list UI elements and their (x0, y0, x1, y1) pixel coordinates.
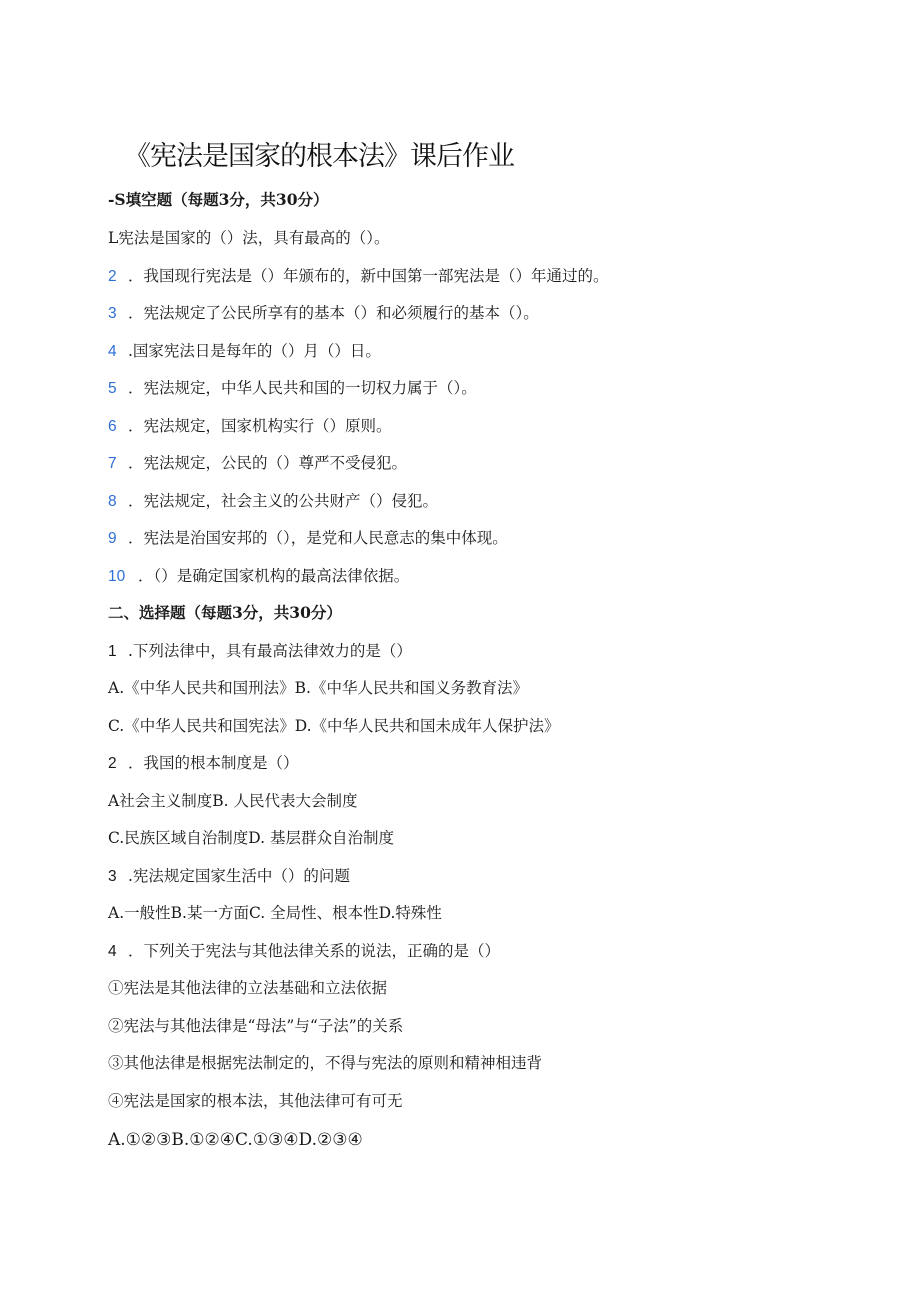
statement-2: ②宪法与其他法律是“母法”与“子法”的关系 (108, 1017, 404, 1035)
question-fill-6 (108, 416, 392, 437)
question-choice-1 (108, 641, 412, 662)
question-number: 5 (108, 380, 117, 397)
question-fill-10 (108, 566, 409, 587)
question-fill-7 (108, 453, 407, 474)
question-text: ．下列关于宪法与其他法律关系的说法，正确的是（） (128, 942, 501, 960)
choice-options: A.①②③B.①②④C.①③④D.②③④ (108, 1130, 363, 1150)
question-fill-8 (108, 491, 438, 512)
question-text: ．（）是确定国家机构的最高法律依据。 (138, 567, 410, 585)
document-title: 《宪法是国家的根本法》课后作业 (124, 141, 514, 172)
question-text: ．宪法规定，中华人民共和国的一切权力属于（）。 (128, 379, 477, 397)
question-number: 3 (108, 305, 117, 322)
question-number: 4 (108, 343, 117, 360)
question-text: ．宪法规定，社会主义的公共财产（）侵犯。 (128, 492, 439, 510)
question-choice-4 (108, 941, 500, 962)
question-number: 2 (108, 755, 117, 772)
question-text: ．宪法是治国安邦的（），是党和人民意志的集中体现。 (128, 529, 508, 547)
choice-options: A社会主义制度B. 人民代表大会制度 (108, 792, 358, 810)
statement-1: ①宪法是其他法律的立法基础和立法依据 (108, 979, 388, 997)
question-number: 4 (108, 943, 117, 960)
question-text: ．我国现行宪法是（）年颁布的，新中国第一部宪法是（）年通过的。 (128, 267, 609, 285)
question-number: 3 (108, 868, 117, 885)
question-text: ．宪法规定，公民的（）尊严不受侵犯。 (128, 454, 408, 472)
question-number: 1 (108, 643, 117, 660)
choice-options: A.《中华人民共和国刑法》B.《中华人民共和国义务教育法》 (108, 679, 528, 697)
question-choice-3 (108, 866, 350, 887)
question-fill-2 (108, 266, 609, 287)
question-text: ．我国的根本制度是（） (128, 754, 299, 772)
question-fill-5 (108, 378, 477, 399)
question-number: 9 (108, 530, 117, 547)
question-text: ．宪法规定了公民所享有的基本（）和必须履行的基本（）。 (128, 304, 539, 322)
question-fill-1 (108, 228, 390, 248)
statement-4: ④宪法是国家的根本法，其他法律可有可无 (108, 1092, 403, 1110)
question-text: .国家宪法日是每年的（）月（）日。 (128, 342, 381, 360)
question-fill-3 (108, 303, 539, 324)
question-text: L宪法是国家的（）法，具有最高的（）。 (108, 229, 390, 247)
statement-3: ③其他法律是根据宪法制定的，不得与宪法的原则和精神相违背 (108, 1054, 543, 1072)
question-number: 10 (108, 568, 126, 585)
question-number: 8 (108, 493, 117, 510)
question-number: 7 (108, 455, 117, 472)
question-text: .宪法规定国家生活中（）的问题 (128, 867, 350, 885)
question-fill-4 (108, 341, 381, 362)
question-fill-9 (108, 528, 508, 549)
section-heading-multiple-choice: 二、选择题（每题3分，共30分） (108, 603, 342, 622)
question-choice-2 (108, 753, 299, 774)
question-text: .下列法律中，具有最高法律效力的是（） (128, 642, 412, 660)
question-number: 6 (108, 418, 117, 435)
choice-options: C.民族区域自治制度D. 基层群众自治制度 (108, 829, 394, 847)
question-text: ．宪法规定，国家机构实行（）原则。 (128, 417, 392, 435)
choice-options: C.《中华人民共和国宪法》D.《中华人民共和国未成年人保护法》 (108, 717, 560, 735)
choice-options: A.一般性B.某一方面C. 全局性、根本性D.特殊性 (108, 904, 442, 922)
question-number: 2 (108, 268, 117, 285)
section-heading-fill-blank: -S填空题（每题3分，共30分） (108, 190, 329, 209)
